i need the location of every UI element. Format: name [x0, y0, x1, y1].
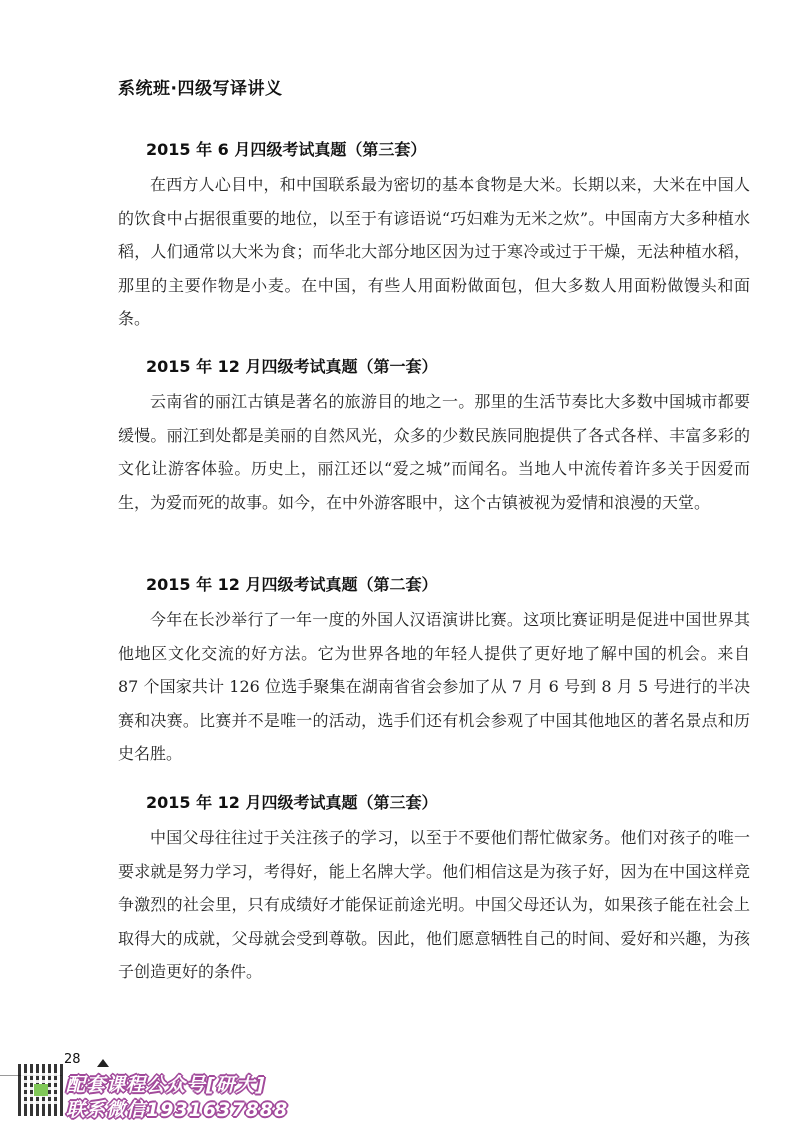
section-body: 今年在长沙举行了一年一度的外国人汉语演讲比赛。这项比赛证明是促进中国世界其他地区文化交流的好方法。它为世界各地的年轻人提供了更好地了解中国的机会。来自 87 个国家共计 126 位选手聚集在湖南省省会参加了从 7 月 6 号到 8 月 5 号进行的半决赛和决赛。比赛并不是唯一的活动，选手们还有机会参观了中国其他地区的著名景点和历史名胜。 [118, 610, 750, 763]
exam-section-1 [118, 138, 750, 336]
page-marker-icon [97, 1059, 109, 1067]
section-title: 2015 年 12 月四级考试真题（第二套） [146, 575, 438, 594]
section-title: 2015 年 6 月四级考试真题（第三套） [146, 140, 427, 159]
section-title: 2015 年 12 月四级考试真题（第一套） [146, 357, 438, 376]
section-title: 2015 年 12 月四级考试真题（第三套） [146, 793, 438, 812]
section-body: 在西方人心目中，和中国联系最为密切的基本食物是大米。长期以来，大米在中国人的饮食中占据很重要的地位，以至于有谚语说“巧妇难为无米之炊”。中国南方大多种植水稻，人们通常以大米为食；而华北大部分地区因为过于寒冷或过于干燥，无法种植水稻，那里的主要作物是小麦。在中国，有些人用面粉做面包，但大多数人用面粉做馒头和面条。 [118, 175, 750, 328]
section-body: 中国父母往往过于关注孩子的学习，以至于不要他们帮忙做家务。他们对孩子的唯一要求就是努力学习，考得好，能上名牌大学。他们相信这是为孩子好，因为在中国这样竞争激烈的社会里，只有成绩好才能保证前途光明。中国父母还认为，如果孩子能在社会上取得大的成就，父母就会受到尊敬。因此，他们愿意牺牲自己的时间、爱好和兴趣，为孩子创造更好的条件。 [118, 828, 750, 981]
running-header: 系统班·四级写译讲义 [118, 79, 283, 99]
exam-section-2 [118, 355, 750, 519]
promo-text-line-2: 联系微信1931637888 [66, 1099, 289, 1121]
qr-code-icon [18, 1064, 64, 1116]
exam-section-3 [118, 573, 750, 771]
exam-section-4 [118, 791, 750, 989]
page-number: 28 [64, 1052, 81, 1067]
qr-logo-mark [34, 1084, 48, 1096]
section-body: 云南省的丽江古镇是著名的旅游目的地之一。那里的生活节奏比大多数中国城市都要缓慢。丽江到处都是美丽的自然风光，众多的少数民族同胞提供了各式各样、丰富多彩的文化让游客体验。历史上，丽江还以“爱之城”而闻名。当地人中流传着许多关于因爱而生，为爱而死的故事。如今，在中外游客眼中，这个古镇被视为爱情和浪漫的天堂。 [118, 392, 750, 512]
promo-text-line-1: 配套课程公众号[研大] [66, 1074, 266, 1096]
